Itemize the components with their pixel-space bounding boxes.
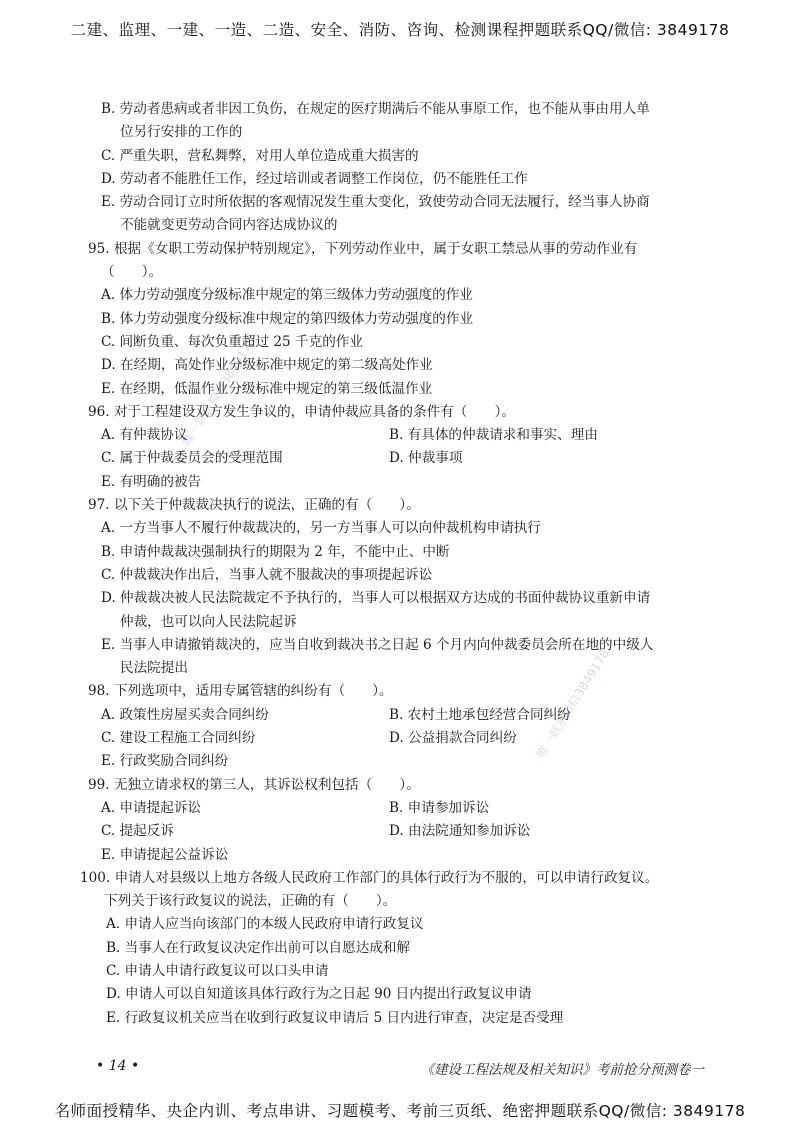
question-100-continuation: 下列关于该行政复议的说法，正确的有（ ）。 xyxy=(104,893,397,910)
option-d: D. 公益捐款合同纠纷 xyxy=(389,730,517,747)
option-row xyxy=(98,447,723,470)
option-a: A. 申请提起诉讼 xyxy=(101,799,202,816)
option-e: E. 在经期，低温作业分级标准中规定的第三级低温作业 xyxy=(101,380,433,397)
option-b: B. 劳动者患病或者非因工负伤，在规定的医疗期满后不能从事原工作，也不能从事由用人单 xyxy=(101,101,650,117)
watermark: 唯一联系微信3849178 xyxy=(179,334,259,449)
option-a: A. 一方当事人不履行仲裁裁决的，另一方当事人可以向仲裁机构申请执行 xyxy=(101,520,541,537)
question-95: 95. 根据《女职工劳动保护特别规定》，下列劳动作业中，属于女职工禁忌从事的劳动作业有 xyxy=(88,240,638,257)
option-continuation: 位另行安排的工作的 xyxy=(120,124,243,141)
option-e: E. 当事人申请撤销裁决的，应当自收到裁决书之日起 6 个月内向仲裁委员会所在地的中级人 xyxy=(101,636,654,653)
book-title: 《建设工程法规及相关知识》考前抢分预测卷一 xyxy=(420,1062,704,1078)
option-c: C. 间断负重、每次负重超过 25 千克的作业 xyxy=(101,333,363,350)
option-b: B. 当事人在行政复议决定作出前可以自愿达成和解 xyxy=(106,939,411,956)
option-row xyxy=(98,424,723,447)
option-d: D. 仲裁裁决被人民法院裁定不予执行的，当事人可以根据双方达成的书面仲裁协议重新申请 xyxy=(101,590,651,607)
option-continuation: 民法院提出 xyxy=(120,660,188,677)
option-d: D. 由法院通知参加诉讼 xyxy=(389,823,531,840)
page-number: • 14 • xyxy=(96,1058,140,1074)
option-e: E. 有明确的被告 xyxy=(101,473,202,490)
page-footer xyxy=(0,1058,800,1082)
question-98: 98. 下列选项中，适用专属管辖的纠纷有（ ）。 xyxy=(88,683,393,700)
option-d: D. 在经期，高处作业分级标准中规定的第二级高处作业 xyxy=(101,357,433,374)
header-banner: 二建、监理、一建、一造、二造、安全、消防、咨询、检测课程押题联系QQ/微信: 3849178 xyxy=(70,21,730,39)
option-e: E. 申请提起公益诉讼 xyxy=(101,846,229,863)
option-a: A. 体力劳动强度分级标准中规定的第三级体力劳动强度的作业 xyxy=(101,287,473,304)
option-a: A. 有仲裁协议 xyxy=(101,427,188,444)
option-c: C. 仲裁裁决作出后，当事人就不服裁决的事项提起诉讼 xyxy=(101,566,433,583)
watermark: 唯一联系微信3849178 xyxy=(533,646,613,761)
option-b: B. 申请仲裁裁决强制执行的期限为 2 年，不能中止、中断 xyxy=(101,543,450,560)
option-b: B. 农村土地承包经营合同纠纷 xyxy=(389,706,571,723)
option-row xyxy=(98,820,723,843)
exam-content xyxy=(80,98,723,1030)
option-c: C. 属于仲裁委员会的受理范围 xyxy=(101,450,283,467)
option-c: C. 严重失职，营私舞弊，对用人单位造成重大损害的 xyxy=(101,147,419,164)
option-row xyxy=(98,727,723,750)
option-row xyxy=(98,704,723,727)
option-row xyxy=(98,797,723,820)
option-c: C. 建设工程施工合同纠纷 xyxy=(101,730,256,747)
option-a: A. 申请人应当向该部门的本级人民政府申请行政复议 xyxy=(106,916,424,933)
footer-banner: 名师面授精华、央企内训、考点串讲、习题模考、考前三页纸、绝密押题联系QQ/微信: 3849178 xyxy=(54,1102,746,1120)
option-continuation: 不能就变更劳动合同内容达成协议的 xyxy=(120,217,338,234)
option-e: E. 行政复议机关应当在收到行政复议申请后 5 日内进行审查，决定是否受理 xyxy=(106,1009,564,1026)
question-96: 96. 对于工程建设双方发生争议的，申请仲裁应具备的条件有（ ）。 xyxy=(88,403,515,420)
option-a: A. 政策性房屋买卖合同纠纷 xyxy=(101,706,269,723)
option-e: E. 行政奖励合同纠纷 xyxy=(101,753,229,770)
option-b: B. 体力劳动强度分级标准中规定的第四级体力劳动强度的作业 xyxy=(101,310,474,327)
question-97: 97. 以下关于仲裁裁决执行的说法，正确的有（ ）。 xyxy=(88,497,420,514)
option-d: D. 仲裁事项 xyxy=(389,450,463,467)
option-continuation: 仲裁，也可以向人民法院起诉 xyxy=(120,613,297,630)
question-95-blank: （ ）。 xyxy=(101,264,163,281)
option-b: B. 有具体的仲裁请求和事实、理由 xyxy=(389,427,598,444)
option-c: C. 提起反诉 xyxy=(101,823,174,840)
option-e: E. 劳动合同订立时所依据的客观情况发生重大变化，致使劳动合同无法履行，经当事人协商 xyxy=(101,194,650,211)
question-99: 99. 无独立请求权的第三人，其诉讼权利包括（ ）。 xyxy=(88,776,420,793)
question-100: 100. 申请人对县级以上地方各级人民政府工作部门的具体行政行为不服的，可以申请行政复议。 xyxy=(80,869,659,886)
option-b: B. 申请参加诉讼 xyxy=(389,799,490,816)
option-d: D. 劳动者不能胜任工作，经过培训或者调整工作岗位，仍不能胜任工作 xyxy=(101,170,528,187)
option-d: D. 申请人可以自知道该具体行政行为之日起 90 日内提出行政复议申请 xyxy=(106,986,532,1003)
option-c: C. 申请人申请行政复议可以口头申请 xyxy=(106,962,329,979)
